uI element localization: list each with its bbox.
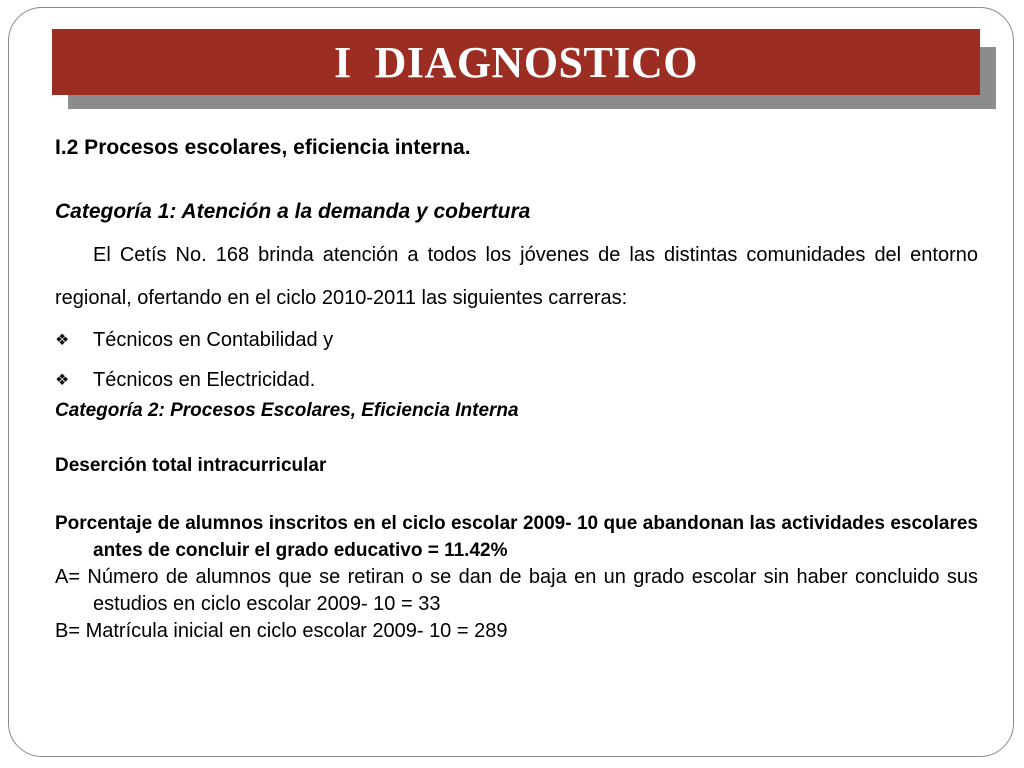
careers-list — [55, 320, 978, 400]
diamond-bullet-icon: ❖ — [55, 372, 70, 389]
section-heading: I.2 Procesos escolares, eficiencia interna. — [55, 136, 471, 159]
percentage-statement: Porcentaje de alumnos inscritos en el ciclo escolar 2009- 10 que abandonan las actividades escolares antes de concluir el grado educativo = 11.42% — [55, 513, 978, 561]
list-item — [55, 320, 978, 360]
variable-a-definition: A= Número de alumnos que se retiran o se dan de baja en un grado escolar sin haber concluido sus estudios en ciclo escolar 2009- 10 = 33 — [55, 566, 978, 615]
career-label: Técnicos en Electricidad. — [93, 368, 316, 391]
career-label: Técnicos en Contabilidad y — [93, 328, 334, 351]
category-1-heading: Categoría 1: Atención a la demanda y cobertura — [55, 200, 531, 223]
category-1-intro: El Cetís No. 168 brinda atención a todos los jóvenes de las distintas comunidades del entorno regional, ofertando en el ciclo 2010-2011 las siguientes carreras: — [55, 244, 978, 309]
desercion-heading: Deserción total intracurricular — [55, 455, 327, 476]
list-item — [55, 360, 978, 400]
variable-b-definition: B= Matrícula inicial en ciclo escolar 2009- 10 = 289 — [55, 620, 508, 642]
diamond-bullet-icon: ❖ — [55, 332, 70, 349]
category-2-heading: Categoría 2: Procesos Escolares, Eficiencia Interna — [55, 400, 519, 421]
slide-title: I DIAGNOSTICO — [334, 37, 698, 87]
title-bar — [52, 29, 980, 95]
